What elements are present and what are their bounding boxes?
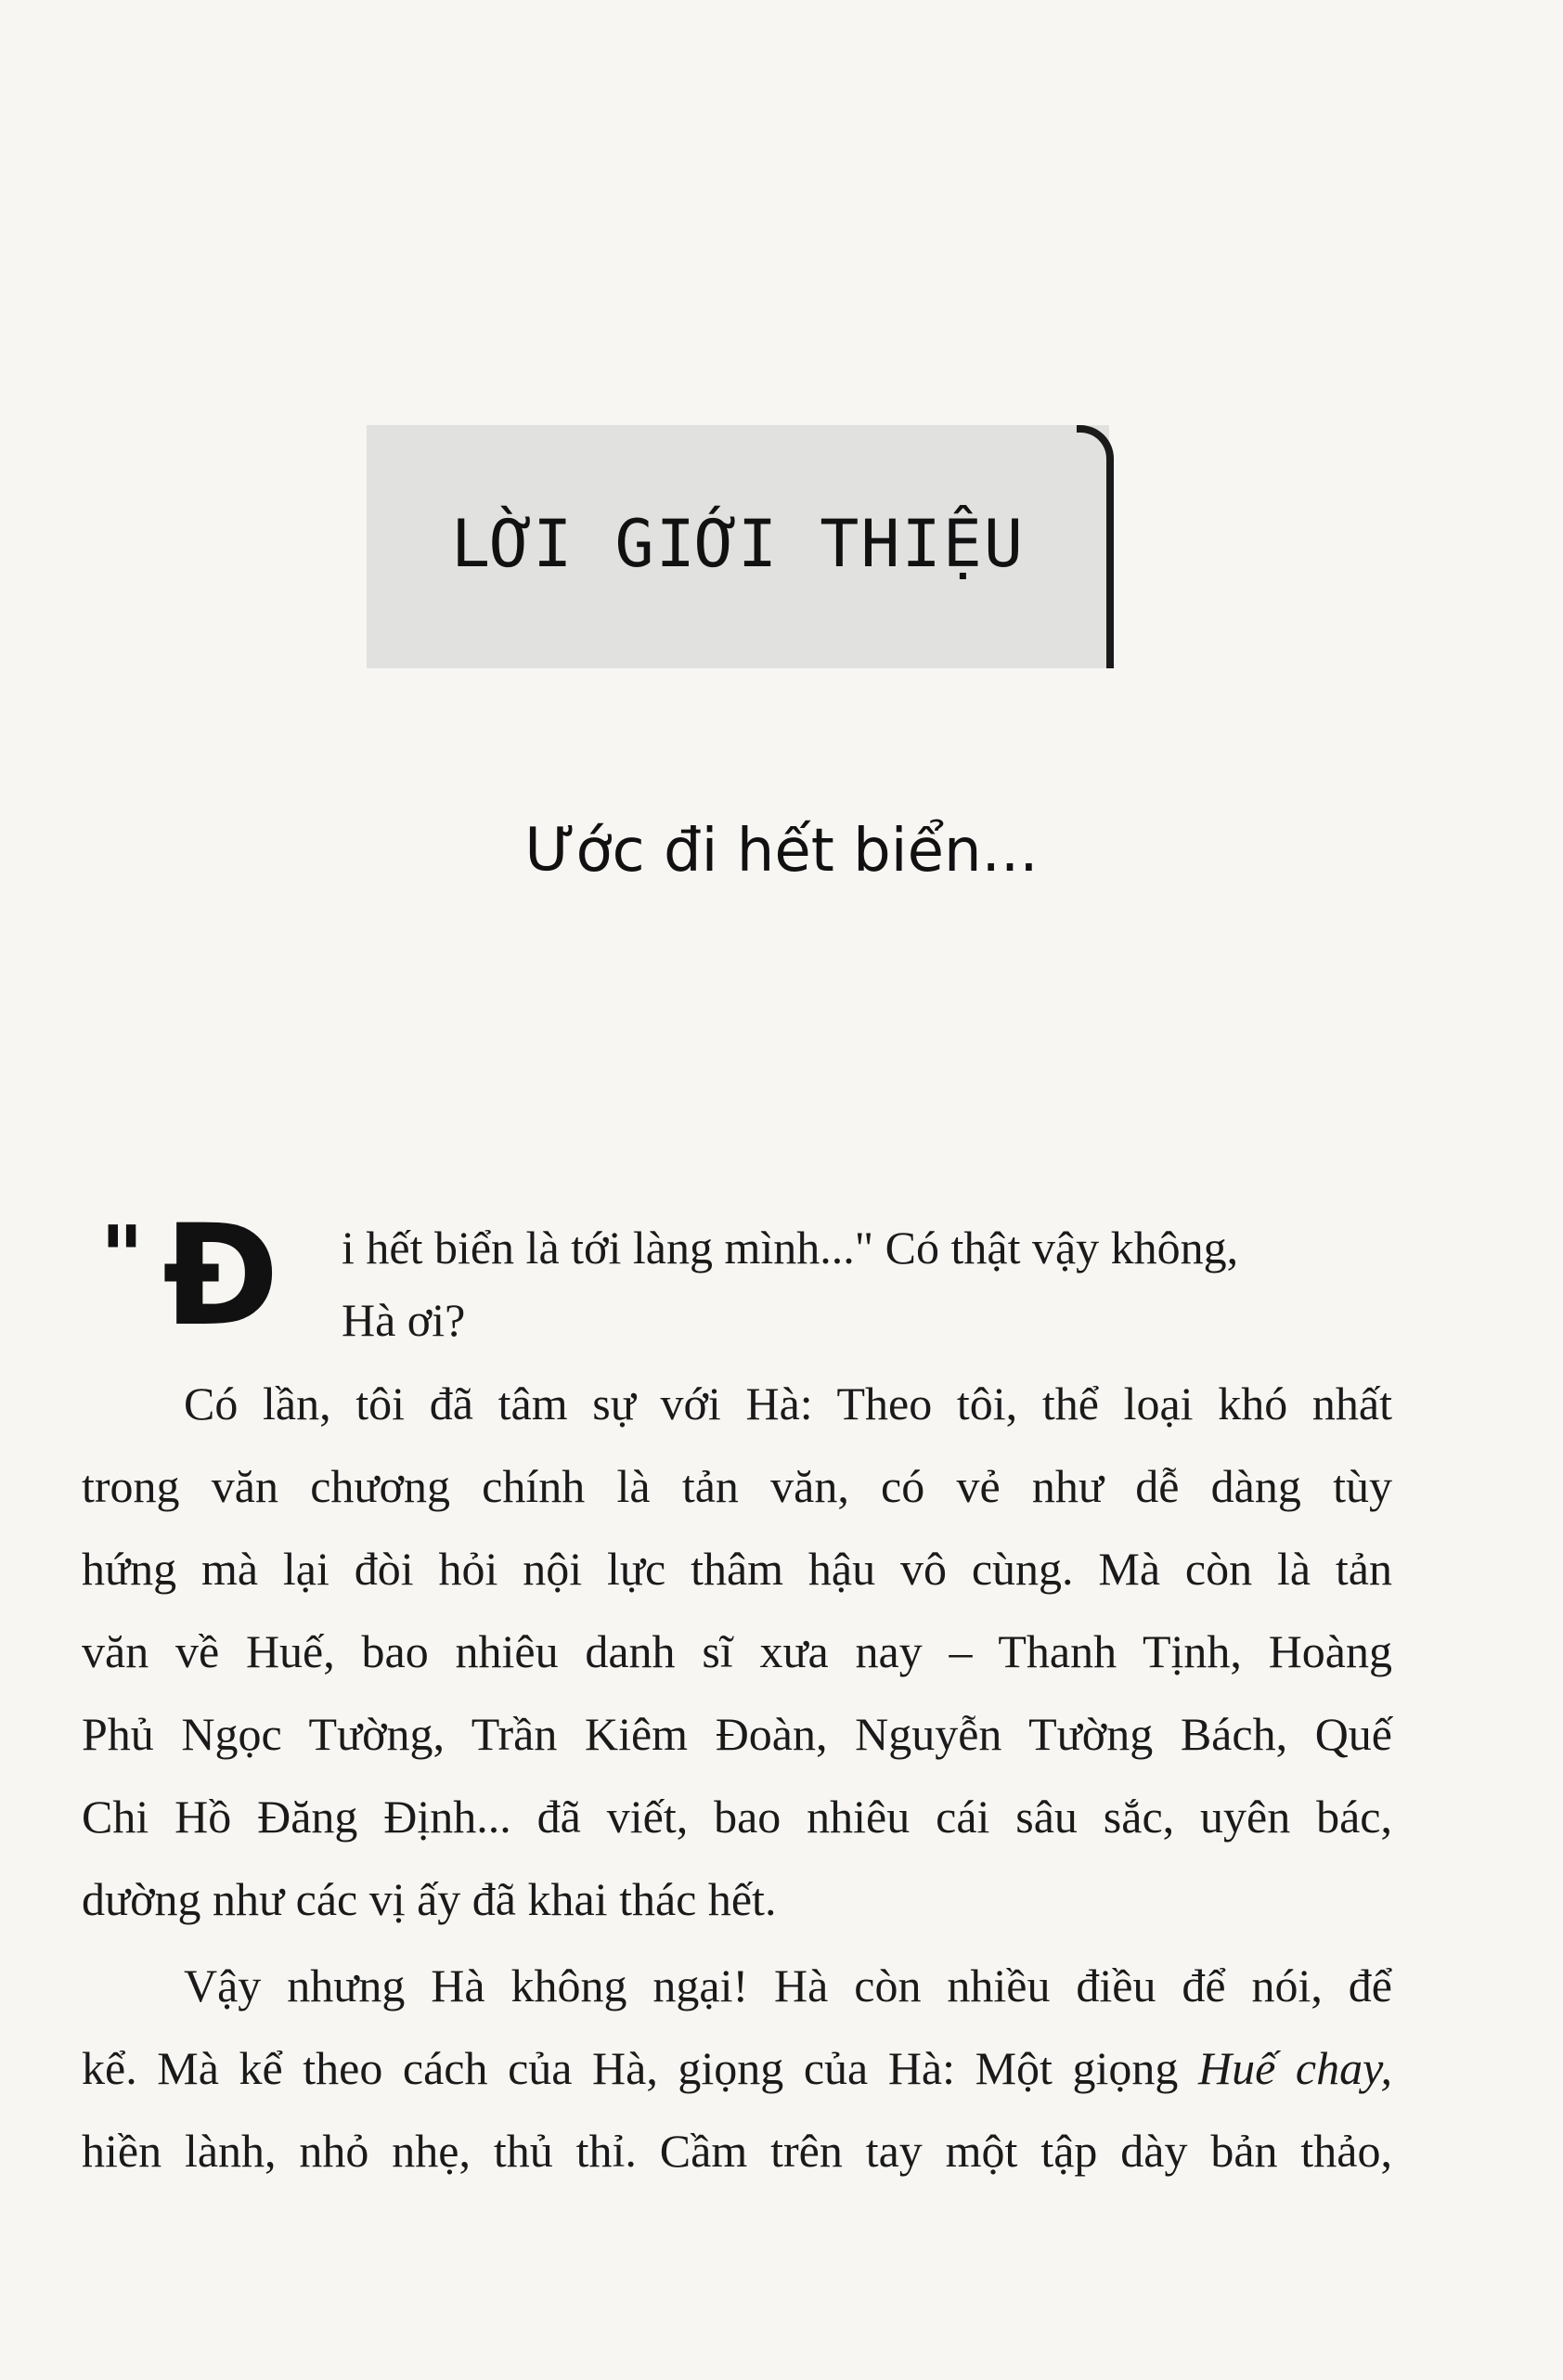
- opening-quote-mark: ": [100, 1209, 144, 1306]
- italic-phrase: Huế chay,: [1198, 2042, 1393, 2094]
- bleed-through-footer: [631, 2321, 947, 2358]
- paragraph-2-line: hiền lành, nhỏ nhẹ, thủ thỉ. Cầm trên tay một tập dày bản thảo,: [82, 2125, 1392, 2177]
- bleed-through-header: [937, 139, 1457, 195]
- paragraph-1-line: dường như các vị ấy đã khai thác hết.: [82, 1873, 777, 1925]
- paragraph-2-line-with-italic: [82, 2027, 1392, 2110]
- paragraph-2-line: Vậy nhưng Hà không ngại! Hà còn nhiều điều để nói, để: [184, 1960, 1392, 2011]
- essay-subtitle: Ước đi hết biển...: [524, 817, 1039, 886]
- paragraph-1-line: Có lần, tôi đã tâm sự với Hà: Theo tôi, thể loại khó nhất: [184, 1378, 1392, 1429]
- drop-cap-letter: Đ: [162, 1196, 279, 1357]
- paragraph-1-line: Chi Hồ Đăng Định... đã viết, bao nhiêu cái sâu sắc, uyên bác,: [82, 1791, 1392, 1843]
- paragraph-2-line-text: kể. Mà kể theo cách của Hà, giọng của Hà: Một giọng: [82, 2042, 1198, 2094]
- opening-line-1: i hết biển là tới làng mình..." Có thật vậy không,: [342, 1222, 1239, 1274]
- paragraph-1-line: Phủ Ngọc Tường, Trần Kiêm Đoàn, Nguyễn Tường Bách, Quế: [82, 1708, 1392, 1760]
- opening-line-2: Hà ơi?: [342, 1294, 466, 1346]
- paragraph-2: [82, 1945, 1392, 2192]
- section-title: LỜI GIỚI THIỆU: [450, 506, 1025, 582]
- paragraph-1-line: hứng mà lại đòi hỏi nội lực thâm hậu vô cùng. Mà còn là tản: [82, 1543, 1392, 1595]
- paragraph-1: [82, 1363, 1392, 1941]
- paragraph-1-line: văn về Huế, bao nhiêu danh sĩ xưa nay – Thanh Tịnh, Hoàng: [82, 1625, 1392, 1677]
- paragraph-1-line: trong văn chương chính là tản văn, có vẻ như dễ dàng tùy: [82, 1460, 1392, 1512]
